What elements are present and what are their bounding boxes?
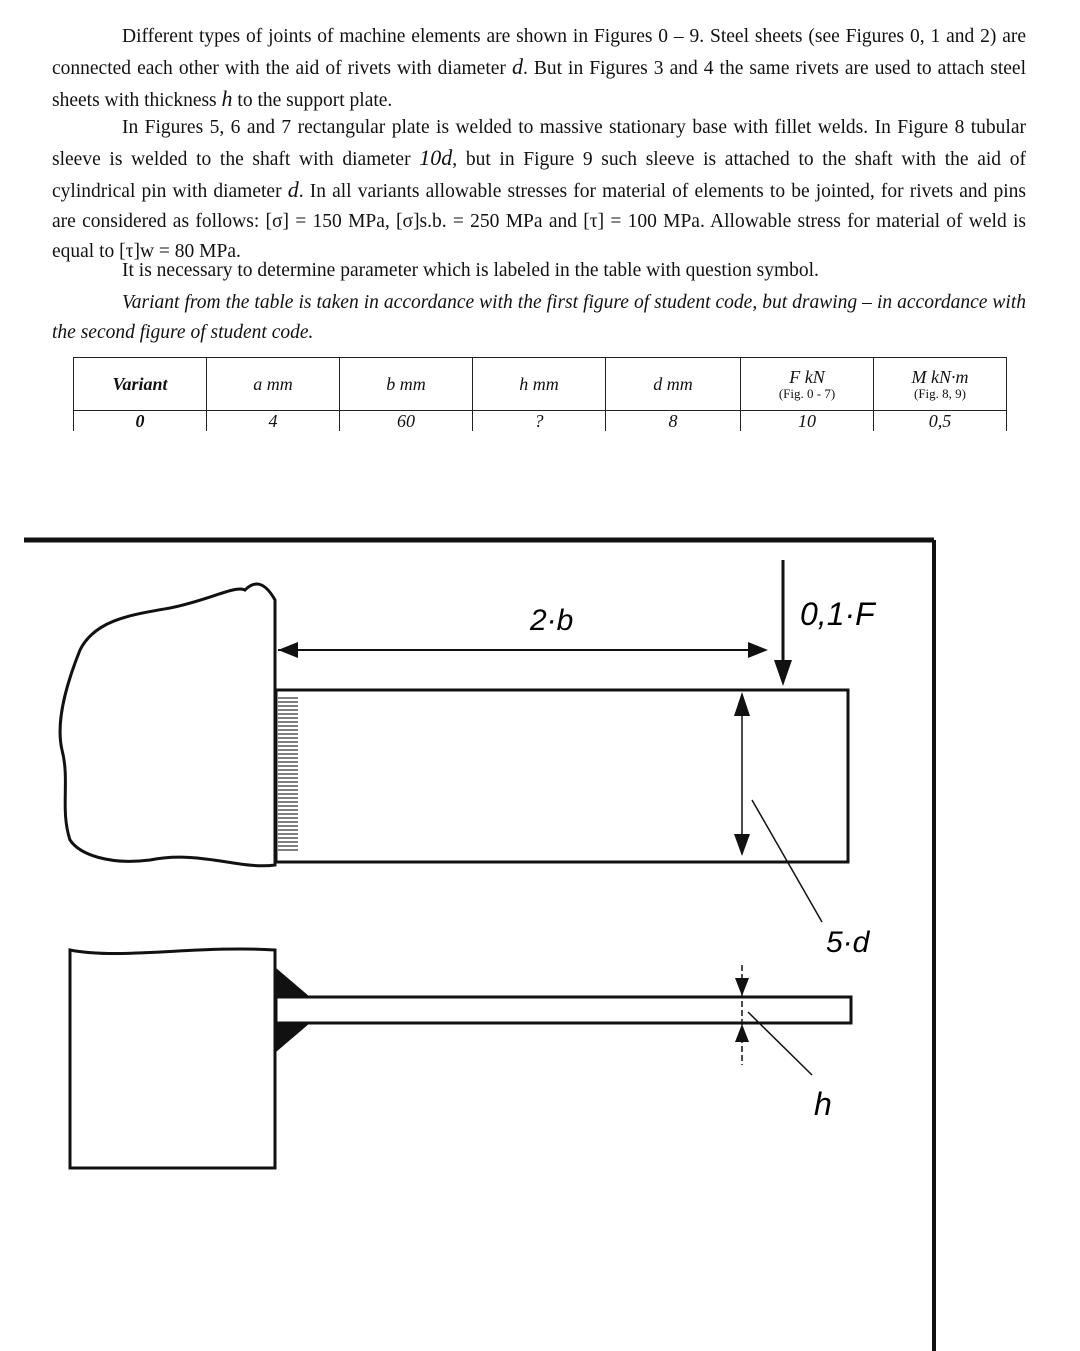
dim-arrow-left [278, 642, 298, 658]
cell-d: 8 [606, 411, 741, 432]
height-arrow-bottom [734, 834, 750, 856]
variant-instruction: Variant from the table is taken in accordance with the first figure of student code, but drawing – in accordance with the second figure of student code. [52, 292, 1026, 343]
height-arrow-top [734, 692, 750, 716]
joint-drawing [0, 520, 1080, 1351]
cell-variant: 0 [74, 411, 207, 432]
label-height: 5·d [826, 926, 870, 959]
intro-paragraph: Different types of joints of machine elements are shown in Figures 0 – 9. Steel sheets (see Figures 0, 1 and 2) are connected each other with the aid of rivets with diameter d. But in Figures 3 and 4 the same rivets are used to attach steel sheets with thickness h to the support plate. [52, 26, 1026, 111]
header-variant: Variant [74, 358, 207, 411]
weld-top [276, 968, 310, 997]
base-front-view [60, 584, 275, 866]
weld-paragraph: In Figures 5, 6 and 7 rectangular plate is welded to massive stationary base with fillet welds. In Figure 8 tubular sleeve is welded to the shaft with diameter 10d, but in Figure 9 such sleeve is attached to the shaft with the aid of cylindrical pin with diameter d. In all variants allowable stresses for material of elements to be jointed, for rivets and pins are considered as follows: [σ] = 150 MPa, [σ]s.b. = 250 MPa and [τ] = 100 MPa. Allowable stress for material of weld is equal to [τ]w = 80 MPa. [52, 117, 1027, 262]
header-f: F kN (Fig. 0 - 7) [741, 358, 874, 411]
cell-a: 4 [207, 411, 340, 432]
cell-b: 60 [340, 411, 473, 432]
base-side-view [70, 949, 275, 1168]
task-paragraph: It is necessary to determine parameter which is labeled in the table with question symbol. [122, 260, 819, 281]
header-a: a mm [207, 358, 340, 411]
weld-hatch [278, 698, 298, 850]
label-length: 2·b [530, 604, 574, 637]
header-h: h mm [473, 358, 606, 411]
plate-front-view [276, 690, 848, 862]
header-d: d mm [606, 358, 741, 411]
variant-table [73, 357, 1007, 431]
thickness-arrow-top [735, 978, 749, 996]
plate-side-view [276, 997, 851, 1023]
force-arrowhead [774, 660, 792, 686]
thickness-arrow-bottom [735, 1024, 749, 1042]
dim-arrow-right [748, 642, 768, 658]
header-m: M kN·m (Fig. 8, 9) [874, 358, 1007, 411]
weld-bottom [276, 1023, 310, 1052]
label-force: 0,1·F [800, 596, 875, 632]
cell-h: ? [473, 411, 606, 432]
label-thickness: h [814, 1086, 832, 1122]
cell-m: 0,5 [874, 411, 1007, 432]
cell-f: 10 [741, 411, 874, 432]
leader-thickness [748, 1012, 812, 1075]
header-b: b mm [340, 358, 473, 411]
